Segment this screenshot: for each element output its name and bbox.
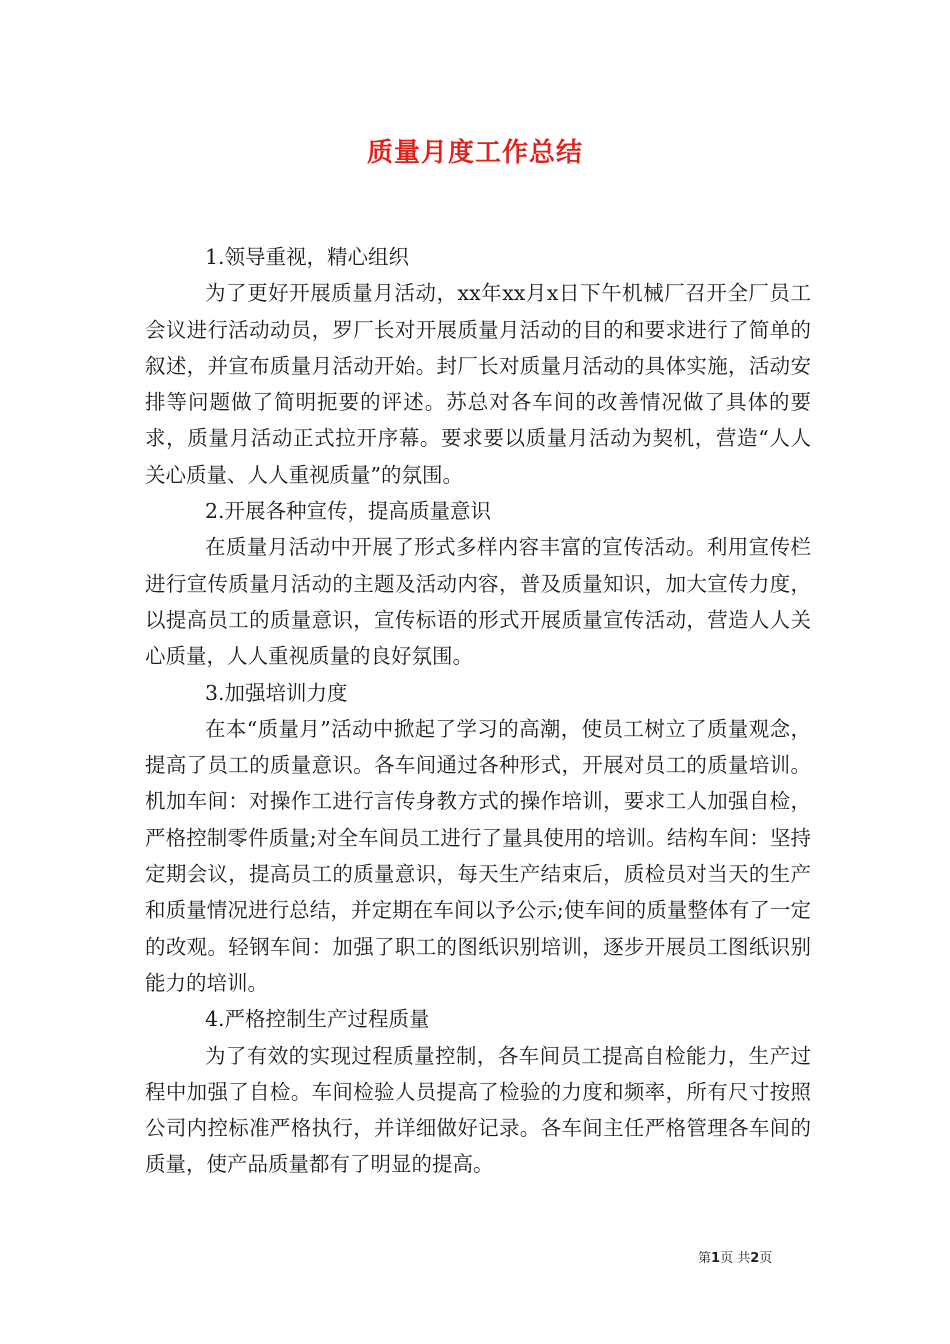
footer-suffix: 页 xyxy=(759,1251,773,1266)
section-paragraph-2: 在质量月活动中开展了形式多样内容丰富的宣传活动。利用宣传栏进行宣传质量月活动的主题及活动内容，普及质量知识，加大宣传力度，以提高员工的质量意识，宣传标语的形式开展质量宣传活动，营造人人关心质量，人人重视质量的良好氛围。 xyxy=(145,535,811,669)
section-paragraph-1: 为了更好开展质量月活动，xx年xx月x日下午机械厂召开全厂员工会议进行活动动员，罗厂长对开展质量月活动的目的和要求进行了简单的叙述，并宣布质量月活动开始。封厂长对质量月活动的具体实施，活动安排等问题做了简明扼要的评述。苏总对各车间的改善情况做了具体的要求，质量月活动正式拉开序幕。要求要以质量月活动为契机，营造“人人关心质量、人人重视质量”的氛围。 xyxy=(145,281,811,487)
footer-middle: 页 共 xyxy=(720,1251,751,1266)
page-number-footer xyxy=(698,1247,772,1266)
section-heading-3: 3.加强培训力度 xyxy=(205,680,348,705)
footer-total-pages: 2 xyxy=(750,1251,760,1266)
footer-prefix: 第 xyxy=(698,1251,712,1266)
document-title: 质量月度工作总结 xyxy=(366,138,583,168)
section-paragraph-3: 在本“质量月”活动中掀起了学习的高潮，使员工树立了质量观念，提高了员工的质量意识。各车间通过各种形式，开展对员工的质量培训。机加车间：对操作工进行言传身教方式的操作培训，要求工人加强自检，严格控制零件质量;对全车间员工进行了量具使用的培训。结构车间：坚持定期会议，提高员工的质量意识，每天生产结束后，质检员对当天的生产和质量情况进行总结，并定期在车间以予公示;使车间的质量整体有了一定的改观。轻钢车间：加强了职工的图纸识别培训，逐步开展员工图纸识别能力的培训。 xyxy=(145,716,811,995)
section-paragraph-4: 为了有效的实现过程质量控制，各车间员工提高自检能力，生产过程中加强了自检。车间检验人员提高了检验的力度和频率，所有尺寸按照公司内控标准严格执行，并详细做好记录。各车间主任严格管理各车间的质量，使产品质量都有了明显的提高。 xyxy=(145,1043,811,1177)
footer-current-page: 1 xyxy=(711,1251,721,1266)
document-body xyxy=(145,239,811,1183)
section-heading-1: 1.领导重视，精心组织 xyxy=(205,245,410,269)
section-heading-4: 4.严格控制生产过程质量 xyxy=(205,1007,430,1032)
section-heading-2: 2.开展各种宣传，提高质量意识 xyxy=(205,499,492,524)
